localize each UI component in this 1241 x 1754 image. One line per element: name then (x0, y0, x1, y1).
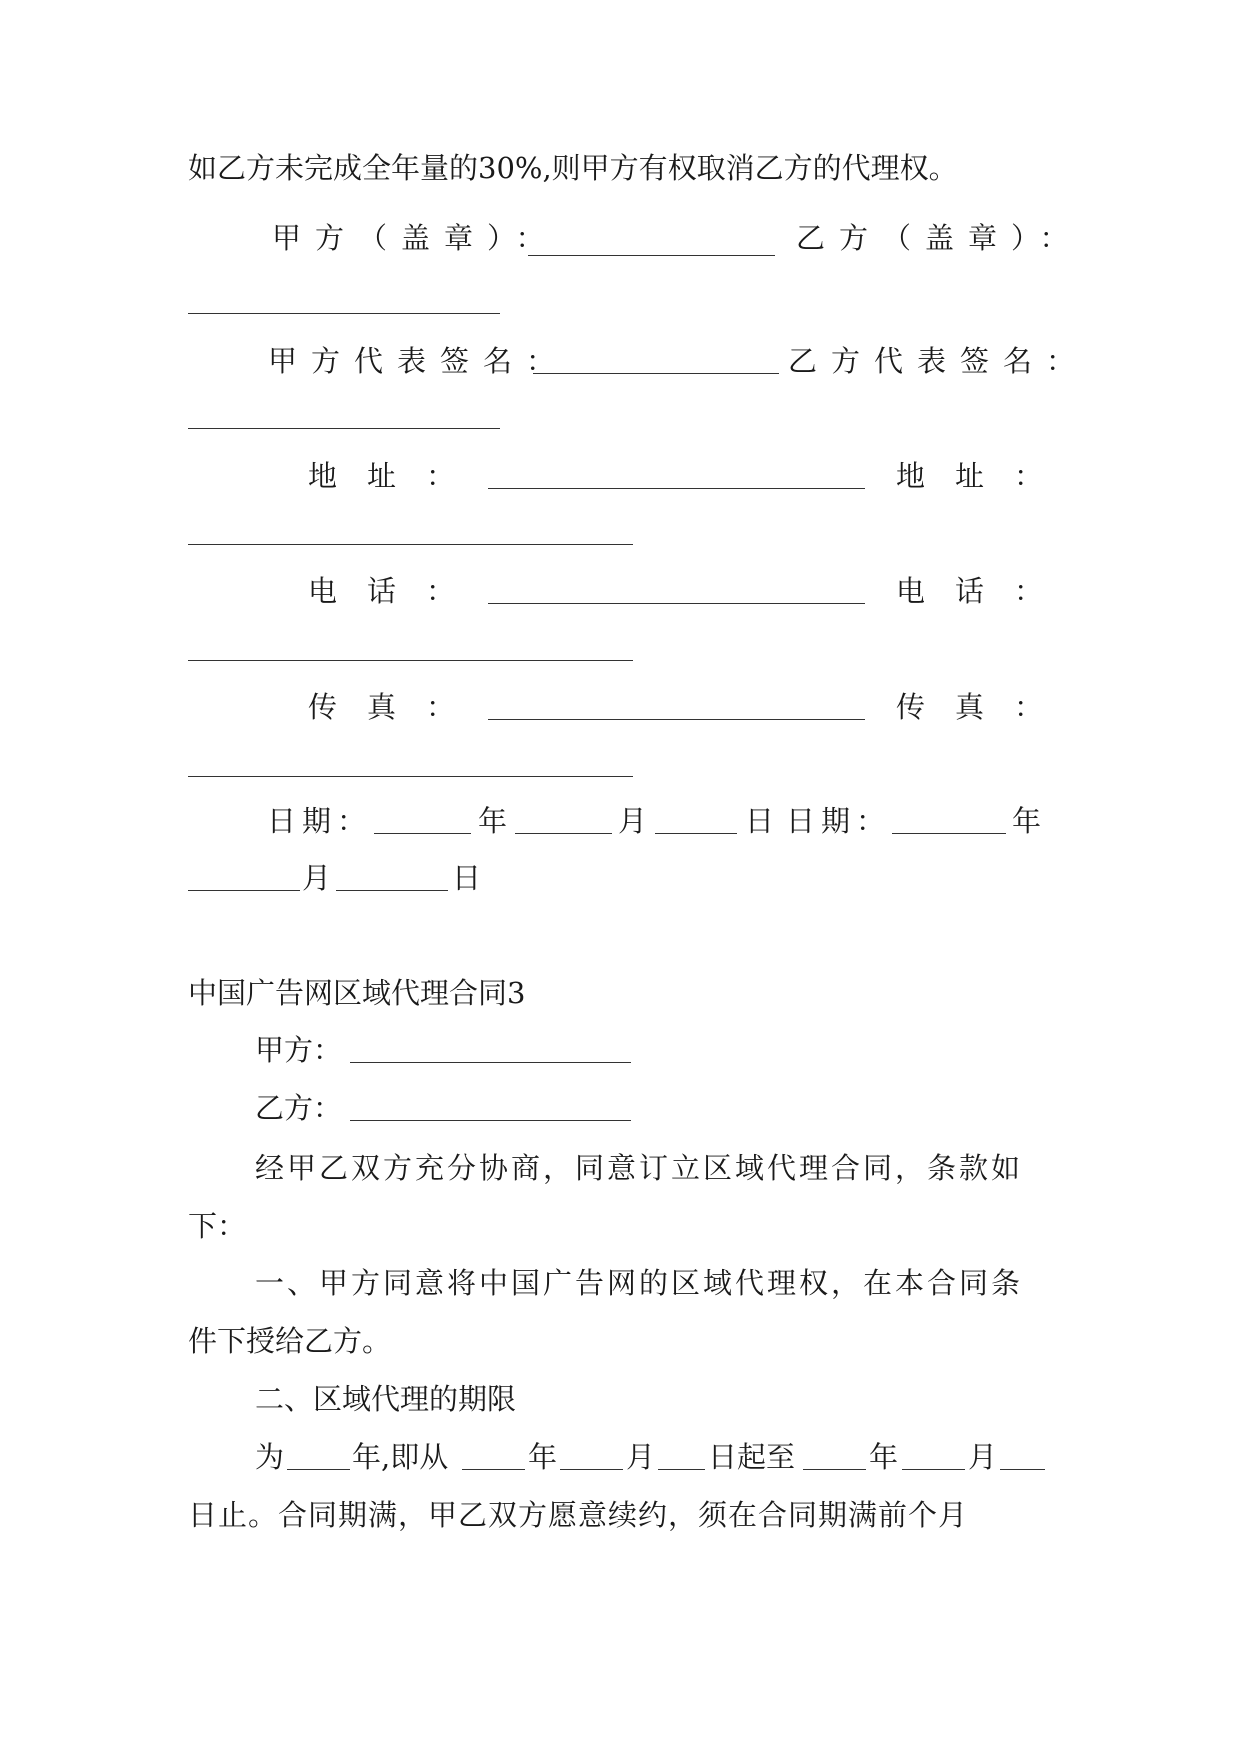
year-label: 年 (478, 804, 508, 838)
clause-heading: 二、区域代理的期限 (255, 1382, 517, 1416)
signature-blank (188, 313, 500, 314)
date-blank (892, 833, 1006, 834)
contract-title: 中国广告网区域代理合同3 (188, 976, 526, 1010)
party-b-seal-label: 乙方（盖章）： (796, 221, 1083, 255)
address-blank (488, 488, 865, 489)
party-b-phone-label: 电话： (896, 574, 1074, 608)
party-a-fax-label: 传真： (308, 690, 486, 724)
party-b-rep-label: 乙方代表签名： (788, 344, 1090, 378)
day-label: 日 (745, 804, 775, 838)
term-text: 为 (255, 1440, 285, 1474)
term-blank (1000, 1469, 1045, 1470)
month-label: 月 (626, 1440, 656, 1474)
fax-blank (188, 776, 633, 777)
month-label: 月 (968, 1440, 998, 1474)
year-label: 年 (1012, 804, 1042, 838)
party-a-phone-label: 电话： (308, 574, 486, 608)
party-a-blank (350, 1062, 631, 1063)
party-b-blank (350, 1120, 631, 1121)
paragraph-line: 日止。合同期满，甲乙双方愿意续约，须在合同期满前个月 (188, 1498, 969, 1532)
date-blank (336, 890, 448, 891)
term-blank (462, 1469, 525, 1470)
paragraph-line: 下： (188, 1209, 247, 1243)
term-blank (287, 1469, 350, 1470)
date-blank (655, 833, 737, 834)
party-b-date-label: 日期： (786, 804, 892, 838)
term-blank (560, 1469, 623, 1470)
year-label: 年 (869, 1440, 899, 1474)
fax-blank (488, 719, 865, 720)
phone-blank (188, 660, 633, 661)
month-label: 月 (302, 861, 332, 895)
signature-blank (533, 373, 779, 374)
party-a-label: 甲方： (255, 1033, 343, 1067)
term-text: 日起至 (708, 1440, 796, 1474)
party-b-address-label: 地址： (896, 459, 1074, 493)
clause-line: 一、甲方同意将中国广告网的区域代理权，在本合同条 (255, 1266, 1024, 1300)
party-a-rep-label: 甲方代表签名： (268, 344, 570, 378)
term-blank (658, 1469, 705, 1470)
date-blank (374, 833, 471, 834)
party-a-seal-label: 甲方（盖章）： (272, 221, 559, 255)
signature-blank (188, 428, 500, 429)
party-b-fax-label: 传真： (896, 690, 1074, 724)
party-b-label: 乙方： (255, 1091, 343, 1125)
term-text: 年,即从 (352, 1440, 449, 1474)
clause-line: 件下授给乙方。 (188, 1324, 392, 1358)
party-a-date-label: 日期： (267, 804, 373, 838)
day-label: 日 (452, 861, 482, 895)
year-label: 年 (528, 1440, 558, 1474)
date-blank (188, 890, 300, 891)
term-blank (902, 1469, 965, 1470)
party-a-address-label: 地址： (308, 459, 486, 493)
signature-blank (528, 255, 775, 256)
date-blank (515, 833, 612, 834)
address-blank (188, 544, 633, 545)
month-label: 月 (618, 804, 648, 838)
paragraph-line: 如乙方未完成全年量的30%,则甲方有权取消乙方的代理权。 (188, 151, 958, 185)
term-blank (803, 1469, 866, 1470)
phone-blank (488, 603, 865, 604)
paragraph-line: 经甲乙双方充分协商，同意订立区域代理合同，条款如 (255, 1151, 1024, 1185)
